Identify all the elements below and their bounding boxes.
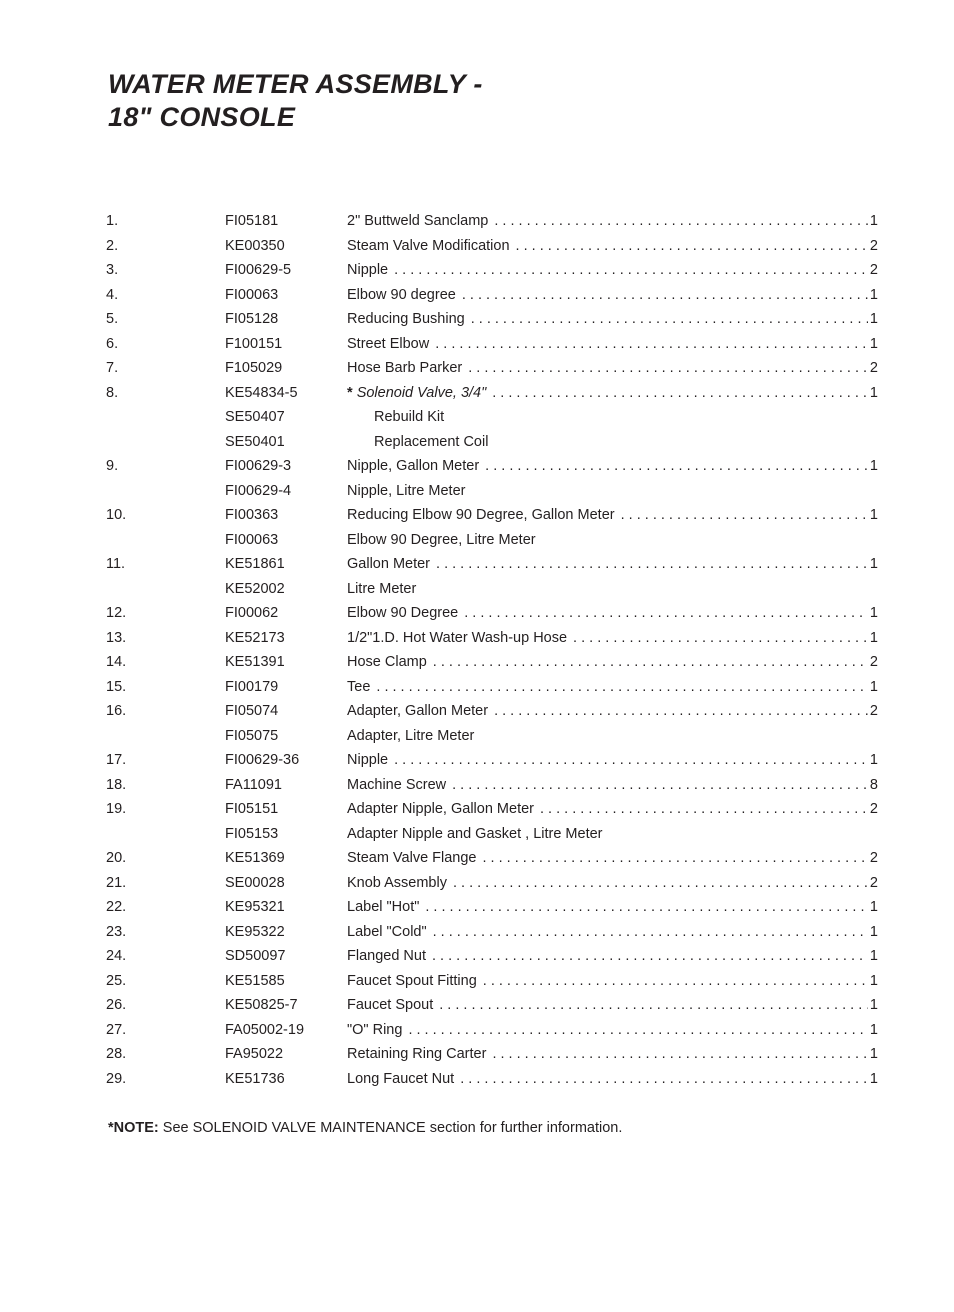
description-cell <box>347 577 878 602</box>
description-wrap <box>347 356 462 381</box>
page-title-line-2: 18" CONSOLE <box>108 102 296 132</box>
quantity: 1 <box>869 972 878 989</box>
part-number: FA95022 <box>225 1046 284 1062</box>
part-description: Tee <box>347 678 371 695</box>
part-number: KE51736 <box>225 1070 285 1087</box>
parts-list-row <box>106 871 878 896</box>
dot-leader <box>492 1042 867 1067</box>
description-wrap <box>347 307 465 332</box>
parts-list-row <box>106 675 878 700</box>
part-number: KE52173 <box>225 629 285 646</box>
part-description: Long Faucet Nut <box>347 1070 455 1087</box>
description-wrap <box>347 503 615 528</box>
item-number: 17. <box>106 752 127 768</box>
item-number: 3. <box>106 262 119 278</box>
dot-leader <box>452 773 868 798</box>
part-description: Steam Valve Flange <box>347 850 477 866</box>
item-number: 28. <box>106 1046 127 1062</box>
description-cell <box>347 773 878 798</box>
item-number: 23. <box>106 923 127 940</box>
description-wrap <box>347 724 474 749</box>
description-wrap <box>347 773 446 798</box>
parts-list-row <box>106 356 878 381</box>
dot-leader <box>494 209 868 234</box>
part-number: KE00350 <box>225 237 285 254</box>
parts-list-row <box>106 944 878 969</box>
part-description: Solenoid Valve, 3/4" <box>356 384 487 401</box>
dot-leader <box>516 234 868 259</box>
parts-list-row <box>106 773 878 798</box>
description-wrap <box>347 846 477 871</box>
quantity: 2 <box>869 703 878 719</box>
item-number: 27. <box>106 1021 127 1038</box>
item-number: 26. <box>106 997 127 1013</box>
parts-list-row <box>106 724 878 749</box>
quantity: 2 <box>869 801 878 817</box>
parts-list-row <box>106 822 878 847</box>
description-wrap <box>347 577 416 602</box>
part-number: SD50097 <box>225 948 286 964</box>
asterisk-marker: * <box>347 384 353 401</box>
quantity: 1 <box>869 1046 878 1062</box>
dot-leader <box>436 552 868 577</box>
part-description: Adapter Nipple, Gallon Meter <box>347 801 534 817</box>
parts-list-row <box>106 1067 878 1092</box>
part-number: F100151 <box>225 335 283 352</box>
description-cell <box>347 724 878 749</box>
description-wrap <box>347 1067 454 1092</box>
parts-list-row <box>106 626 878 651</box>
item-number: 2. <box>106 237 119 254</box>
part-description: 1/2"1.D. Hot Water Wash-up Hose <box>347 629 568 646</box>
description-cell <box>347 209 878 234</box>
quantity: 1 <box>869 899 878 915</box>
part-number: KE50825-7 <box>225 997 298 1013</box>
item-number: 21. <box>106 874 127 891</box>
parts-list-row <box>106 209 878 234</box>
part-number: KE52002 <box>225 580 285 597</box>
dot-leader <box>376 675 868 700</box>
parts-list-row <box>106 528 878 553</box>
quantity: 1 <box>869 997 878 1013</box>
quantity: 1 <box>869 458 878 474</box>
note-label: *NOTE: <box>108 1120 159 1136</box>
parts-list-row <box>106 381 878 406</box>
item-number: 14. <box>106 654 127 670</box>
quantity: 2 <box>869 360 878 376</box>
item-number: 5. <box>106 311 119 327</box>
parts-list-row <box>106 503 878 528</box>
item-number: 22. <box>106 899 127 915</box>
part-description: Flanged Nut <box>347 948 426 964</box>
quantity: 1 <box>869 948 878 964</box>
part-number: FI05151 <box>225 801 279 817</box>
parts-list-row <box>106 650 878 675</box>
parts-list-row <box>106 283 878 308</box>
quantity: 2 <box>869 874 878 891</box>
part-description: Elbow 90 Degree, Litre Meter <box>347 531 536 548</box>
part-number: SE50401 <box>225 433 285 450</box>
item-number: 13. <box>106 629 127 646</box>
dot-leader <box>468 356 868 381</box>
description-cell <box>347 675 878 700</box>
parts-list-row <box>106 479 878 504</box>
item-number: 1. <box>106 213 119 229</box>
description-wrap <box>347 381 486 406</box>
quantity: 1 <box>869 213 878 229</box>
description-cell <box>347 944 878 969</box>
description-cell <box>347 650 878 675</box>
parts-list-row <box>106 895 878 920</box>
dot-leader <box>462 283 868 308</box>
part-description: 2" Buttweld Sanclamp <box>347 213 489 229</box>
description-cell <box>347 699 878 724</box>
description-cell <box>347 920 878 945</box>
description-wrap <box>347 430 488 455</box>
dot-leader <box>432 944 868 969</box>
part-description: Nipple <box>347 752 389 768</box>
parts-list-row <box>106 969 878 994</box>
description-wrap <box>347 699 488 724</box>
description-wrap <box>347 552 430 577</box>
parts-list-row <box>106 234 878 259</box>
dot-leader <box>460 1067 868 1092</box>
dot-leader <box>464 601 868 626</box>
description-cell <box>347 332 878 357</box>
dot-leader <box>394 258 868 283</box>
part-description: Hose Barb Parker <box>347 360 463 376</box>
parts-list-row <box>106 920 878 945</box>
quantity: 1 <box>869 507 878 523</box>
part-number: FI00063 <box>225 531 279 548</box>
part-number: FI00179 <box>225 678 279 695</box>
description-wrap <box>347 650 427 675</box>
part-description: Label "Hot" <box>347 899 420 915</box>
part-number: FI05074 <box>225 703 279 719</box>
part-description: Machine Screw <box>347 776 447 793</box>
part-description: Street Elbow <box>347 335 430 352</box>
description-wrap <box>347 920 427 945</box>
description-cell <box>347 479 878 504</box>
item-number: 24. <box>106 948 127 964</box>
description-wrap <box>347 332 429 357</box>
parts-list-row <box>106 601 878 626</box>
description-wrap <box>347 944 426 969</box>
part-number: KE51861 <box>225 556 285 572</box>
description-wrap <box>347 405 444 430</box>
part-description: Gallon Meter <box>347 556 431 572</box>
description-wrap <box>347 454 479 479</box>
dot-leader <box>394 748 868 773</box>
part-description: Rebuild Kit <box>374 409 445 425</box>
description-wrap <box>347 234 510 259</box>
parts-list-row <box>106 332 878 357</box>
description-cell <box>347 1018 878 1043</box>
description-cell <box>347 356 878 381</box>
part-number: F105029 <box>225 360 283 376</box>
dot-leader <box>471 307 868 332</box>
quantity: 1 <box>869 629 878 646</box>
description-cell <box>347 1067 878 1092</box>
part-number: KE51391 <box>225 654 285 670</box>
item-number: 9. <box>106 458 119 474</box>
dot-leader <box>433 920 868 945</box>
quantity: 1 <box>869 286 878 303</box>
solenoid-note <box>108 1116 622 1140</box>
quantity: 1 <box>869 384 878 401</box>
quantity: 2 <box>869 654 878 670</box>
description-wrap <box>347 871 447 896</box>
description-wrap <box>347 993 433 1018</box>
parts-list-row <box>106 430 878 455</box>
parts-list-row <box>106 258 878 283</box>
part-number: FA11091 <box>225 776 282 793</box>
item-number: 4. <box>106 286 119 303</box>
part-description: Elbow 90 Degree <box>347 605 459 621</box>
part-number: FI00063 <box>225 286 279 303</box>
description-cell <box>347 626 878 651</box>
dot-leader <box>485 454 868 479</box>
item-number: 7. <box>106 360 119 376</box>
quantity: 8 <box>869 776 878 793</box>
description-cell <box>347 822 878 847</box>
item-number: 15. <box>106 678 127 695</box>
part-number: FI00629-5 <box>225 262 292 278</box>
part-description: Nipple, Gallon Meter <box>347 458 480 474</box>
part-description: Knob Assembly <box>347 874 447 891</box>
part-description: Replacement Coil <box>374 433 489 450</box>
part-description: Reducing Bushing <box>347 311 465 327</box>
description-wrap <box>347 1042 486 1067</box>
page-title <box>108 68 483 134</box>
quantity: 1 <box>869 311 878 327</box>
description-cell <box>347 601 878 626</box>
dot-leader <box>453 871 868 896</box>
dot-leader <box>425 895 868 920</box>
item-number: 6. <box>106 335 119 352</box>
dot-leader <box>439 993 868 1018</box>
part-description: Adapter Nipple and Gasket , Litre Meter <box>347 825 603 842</box>
parts-list-row <box>106 405 878 430</box>
description-cell <box>347 234 878 259</box>
parts-list-row <box>106 846 878 871</box>
part-number: FA05002-19 <box>225 1021 305 1038</box>
quantity: 1 <box>869 1070 878 1087</box>
part-number: KE51369 <box>225 850 285 866</box>
quantity: 1 <box>869 923 878 940</box>
parts-list-row <box>106 307 878 332</box>
part-number: FI05153 <box>225 825 279 842</box>
quantity: 2 <box>869 237 878 254</box>
parts-list-row <box>106 797 878 822</box>
parts-list-row <box>106 1018 878 1043</box>
description-wrap <box>347 479 465 504</box>
description-wrap <box>347 675 370 700</box>
quantity: 1 <box>869 752 878 768</box>
parts-list-row <box>106 454 878 479</box>
parts-list <box>106 209 878 1091</box>
part-description: Nipple, Litre Meter <box>347 482 466 499</box>
description-cell <box>347 871 878 896</box>
dot-leader <box>494 699 868 724</box>
quantity: 1 <box>869 605 878 621</box>
item-number: 10. <box>106 507 127 523</box>
dot-leader <box>433 650 868 675</box>
part-description: Litre Meter <box>347 580 417 597</box>
part-description: Label "Cold" <box>347 923 427 940</box>
description-cell <box>347 258 878 283</box>
part-description: Faucet Spout Fitting <box>347 972 477 989</box>
description-cell <box>347 969 878 994</box>
part-number: FI05181 <box>225 213 279 229</box>
item-number: 19. <box>106 801 127 817</box>
part-description: Retaining Ring Carter <box>347 1046 487 1062</box>
description-cell <box>347 454 878 479</box>
item-number: 25. <box>106 972 127 989</box>
description-cell <box>347 1042 878 1067</box>
part-number: SE00028 <box>225 874 285 891</box>
dot-leader <box>621 503 868 528</box>
description-cell <box>347 993 878 1018</box>
part-description: Steam Valve Modification <box>347 237 510 254</box>
dot-leader <box>435 332 868 357</box>
page-title-line-1: WATER METER ASSEMBLY - <box>108 69 483 99</box>
description-wrap <box>347 895 419 920</box>
note-text: See SOLENOID VALVE MAINTENANCE section for further information. <box>158 1120 623 1136</box>
part-number: KE95322 <box>225 923 285 940</box>
description-wrap <box>347 626 567 651</box>
description-wrap <box>347 822 603 847</box>
part-description: "O" Ring <box>347 1021 403 1038</box>
quantity: 1 <box>869 335 878 352</box>
description-wrap <box>347 601 458 626</box>
parts-list-row <box>106 699 878 724</box>
parts-list-row <box>106 993 878 1018</box>
description-wrap <box>347 283 456 308</box>
description-wrap <box>347 969 477 994</box>
description-cell <box>347 895 878 920</box>
part-number: FI00363 <box>225 507 279 523</box>
description-cell <box>347 797 878 822</box>
part-number: FI00062 <box>225 605 279 621</box>
description-wrap <box>347 209 488 234</box>
item-number: 18. <box>106 776 127 793</box>
description-cell <box>347 552 878 577</box>
item-number: 12. <box>106 605 127 621</box>
dot-leader <box>483 846 868 871</box>
quantity: 1 <box>869 1021 878 1038</box>
description-cell <box>347 307 878 332</box>
dot-leader <box>540 797 868 822</box>
description-cell <box>347 283 878 308</box>
item-number: 29. <box>106 1070 127 1087</box>
part-description: Hose Clamp <box>347 654 427 670</box>
part-description: Reducing Elbow 90 Degree, Gallon Meter <box>347 507 615 523</box>
description-cell <box>347 381 878 406</box>
parts-list-row <box>106 577 878 602</box>
part-number: FI05128 <box>225 311 279 327</box>
item-number: 8. <box>106 384 119 401</box>
description-cell <box>347 528 878 553</box>
parts-list-row <box>106 552 878 577</box>
quantity: 2 <box>869 262 878 278</box>
part-number: KE95321 <box>225 899 285 915</box>
dot-leader <box>408 1018 867 1043</box>
part-number: KE54834-5 <box>225 384 298 401</box>
description-wrap <box>347 258 388 283</box>
part-number: FI00629-4 <box>225 482 292 499</box>
item-number: 16. <box>106 703 127 719</box>
quantity: 2 <box>869 850 878 866</box>
part-description: Faucet Spout <box>347 997 434 1013</box>
description-cell <box>347 846 878 871</box>
description-wrap <box>347 1018 402 1043</box>
parts-list-row <box>106 748 878 773</box>
part-description: Elbow 90 degree <box>347 286 456 303</box>
part-description: Adapter, Litre Meter <box>347 727 475 744</box>
quantity: 1 <box>869 678 878 695</box>
description-wrap <box>347 797 534 822</box>
description-cell <box>347 748 878 773</box>
part-number: SE50407 <box>225 409 285 425</box>
part-number: KE51585 <box>225 972 285 989</box>
dot-leader <box>573 626 868 651</box>
dot-leader <box>492 381 868 406</box>
part-number: FI00629-3 <box>225 458 292 474</box>
part-description: Adapter, Gallon Meter <box>347 703 489 719</box>
item-number: 20. <box>106 850 127 866</box>
description-cell <box>347 430 878 455</box>
parts-list-row <box>106 1042 878 1067</box>
description-wrap <box>347 748 388 773</box>
description-wrap <box>347 528 536 553</box>
description-cell <box>347 405 878 430</box>
quantity: 1 <box>869 556 878 572</box>
dot-leader <box>483 969 868 994</box>
description-cell <box>347 503 878 528</box>
part-number: FI05075 <box>225 727 279 744</box>
part-description: Nipple <box>347 262 389 278</box>
item-number: 11. <box>106 556 126 572</box>
part-number: FI00629-36 <box>225 752 300 768</box>
